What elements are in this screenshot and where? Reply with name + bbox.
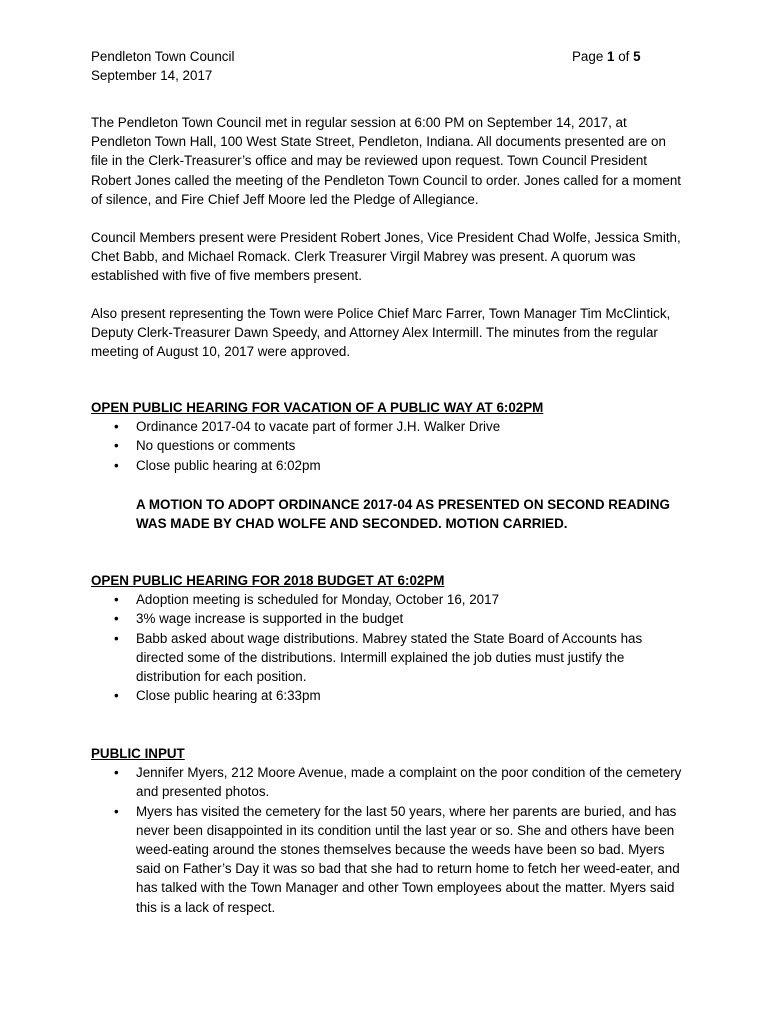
list-item: • Ordinance 2017-04 to vacate part of former J.H. Walker Drive — [91, 417, 683, 436]
section-heading: OPEN PUBLIC HEARING FOR 2018 BUDGET AT 6:02PM — [91, 573, 445, 588]
list-item: • Adoption meeting is scheduled for Monday, October 16, 2017 — [91, 590, 683, 609]
bullet-list — [91, 417, 683, 475]
members-paragraph: Council Members present were President Robert Jones, Vice President Chad Wolfe, Jessica Smith, Chet Babb, and Michael Romack. Clerk Treasurer Virgil Mabrey was present. A quorum was established with five of five members present. — [91, 230, 681, 284]
list-item: • Myers has visited the cemetery for the last 50 years, where her parents are buried, and has never been disappointed in its condition until the last year or so. She and others have been weed-eating around the stones themselves because the weeds have been so bad. Myers said on Father’s Day it was so bad that she had to return home to fetch her weed-eater, and has talked with the Town Manager and other Town employees about the matter. Myers said this is a lack of respect. — [91, 802, 683, 917]
motion-text: A MOTION TO ADOPT ORDINANCE 2017-04 AS PRESENTED ON SECOND READING WAS MADE BY CHAD WOLFE AND SECONDED. MOTION CARRIED. — [136, 497, 670, 532]
section-heading: PUBLIC INPUT — [91, 746, 185, 761]
organization-name: Pendleton Town Council — [91, 49, 235, 64]
meeting-date: September 14, 2017 — [91, 68, 213, 84]
also-present-paragraph: Also present representing the Town were Police Chief Marc Farrer, Town Manager Tim McClintick, Deputy Clerk-Treasurer Dawn Speedy, and Attorney Alex Intermill. The minutes from the regular meeting of August 10, 2017 were approved. — [91, 306, 671, 360]
list-item: • Jennifer Myers, 212 Moore Avenue, made a complaint on the poor condition of the cemetery and presented photos. — [91, 763, 683, 801]
page-number — [572, 47, 692, 66]
list-item: • No questions or comments — [91, 436, 683, 455]
page-word: Page — [572, 49, 604, 64]
of-word: of — [618, 49, 630, 64]
list-item: • Babb asked about wage distributions. Mabrey stated the State Board of Accounts has directed some of the distributions. Intermill explained the job duties must justify the distribution for each position. — [91, 629, 683, 687]
page-total: 5 — [633, 49, 641, 64]
list-item: • Close public hearing at 6:33pm — [91, 686, 683, 705]
section-vacation-hearing — [91, 398, 683, 475]
bullet-list — [91, 763, 683, 917]
list-item: • 3% wage increase is supported in the budget — [91, 609, 683, 628]
intro-paragraph: The Pendleton Town Council met in regular session at 6:00 PM on September 14, 2017, at Pendleton Town Hall, 100 West State Street, Pendleton, Indiana. All documents presented are on file in the Clerk-Treasurer’s office and may be reviewed upon request. Town Council President Robert Jones called the meeting of the Pendleton Town Council to order. Jones called for a moment of silence, and Fire Chief Jeff Moore led the Pledge of Allegiance. — [91, 115, 682, 207]
section-heading: OPEN PUBLIC HEARING FOR VACATION OF A PUBLIC WAY AT 6:02PM — [91, 400, 544, 415]
page-header-left — [91, 47, 491, 85]
page-current: 1 — [607, 49, 615, 64]
bullet-list — [91, 590, 683, 705]
section-public-input — [91, 744, 683, 917]
list-item: • Close public hearing at 6:02pm — [91, 456, 683, 475]
section-budget-hearing — [91, 571, 683, 705]
